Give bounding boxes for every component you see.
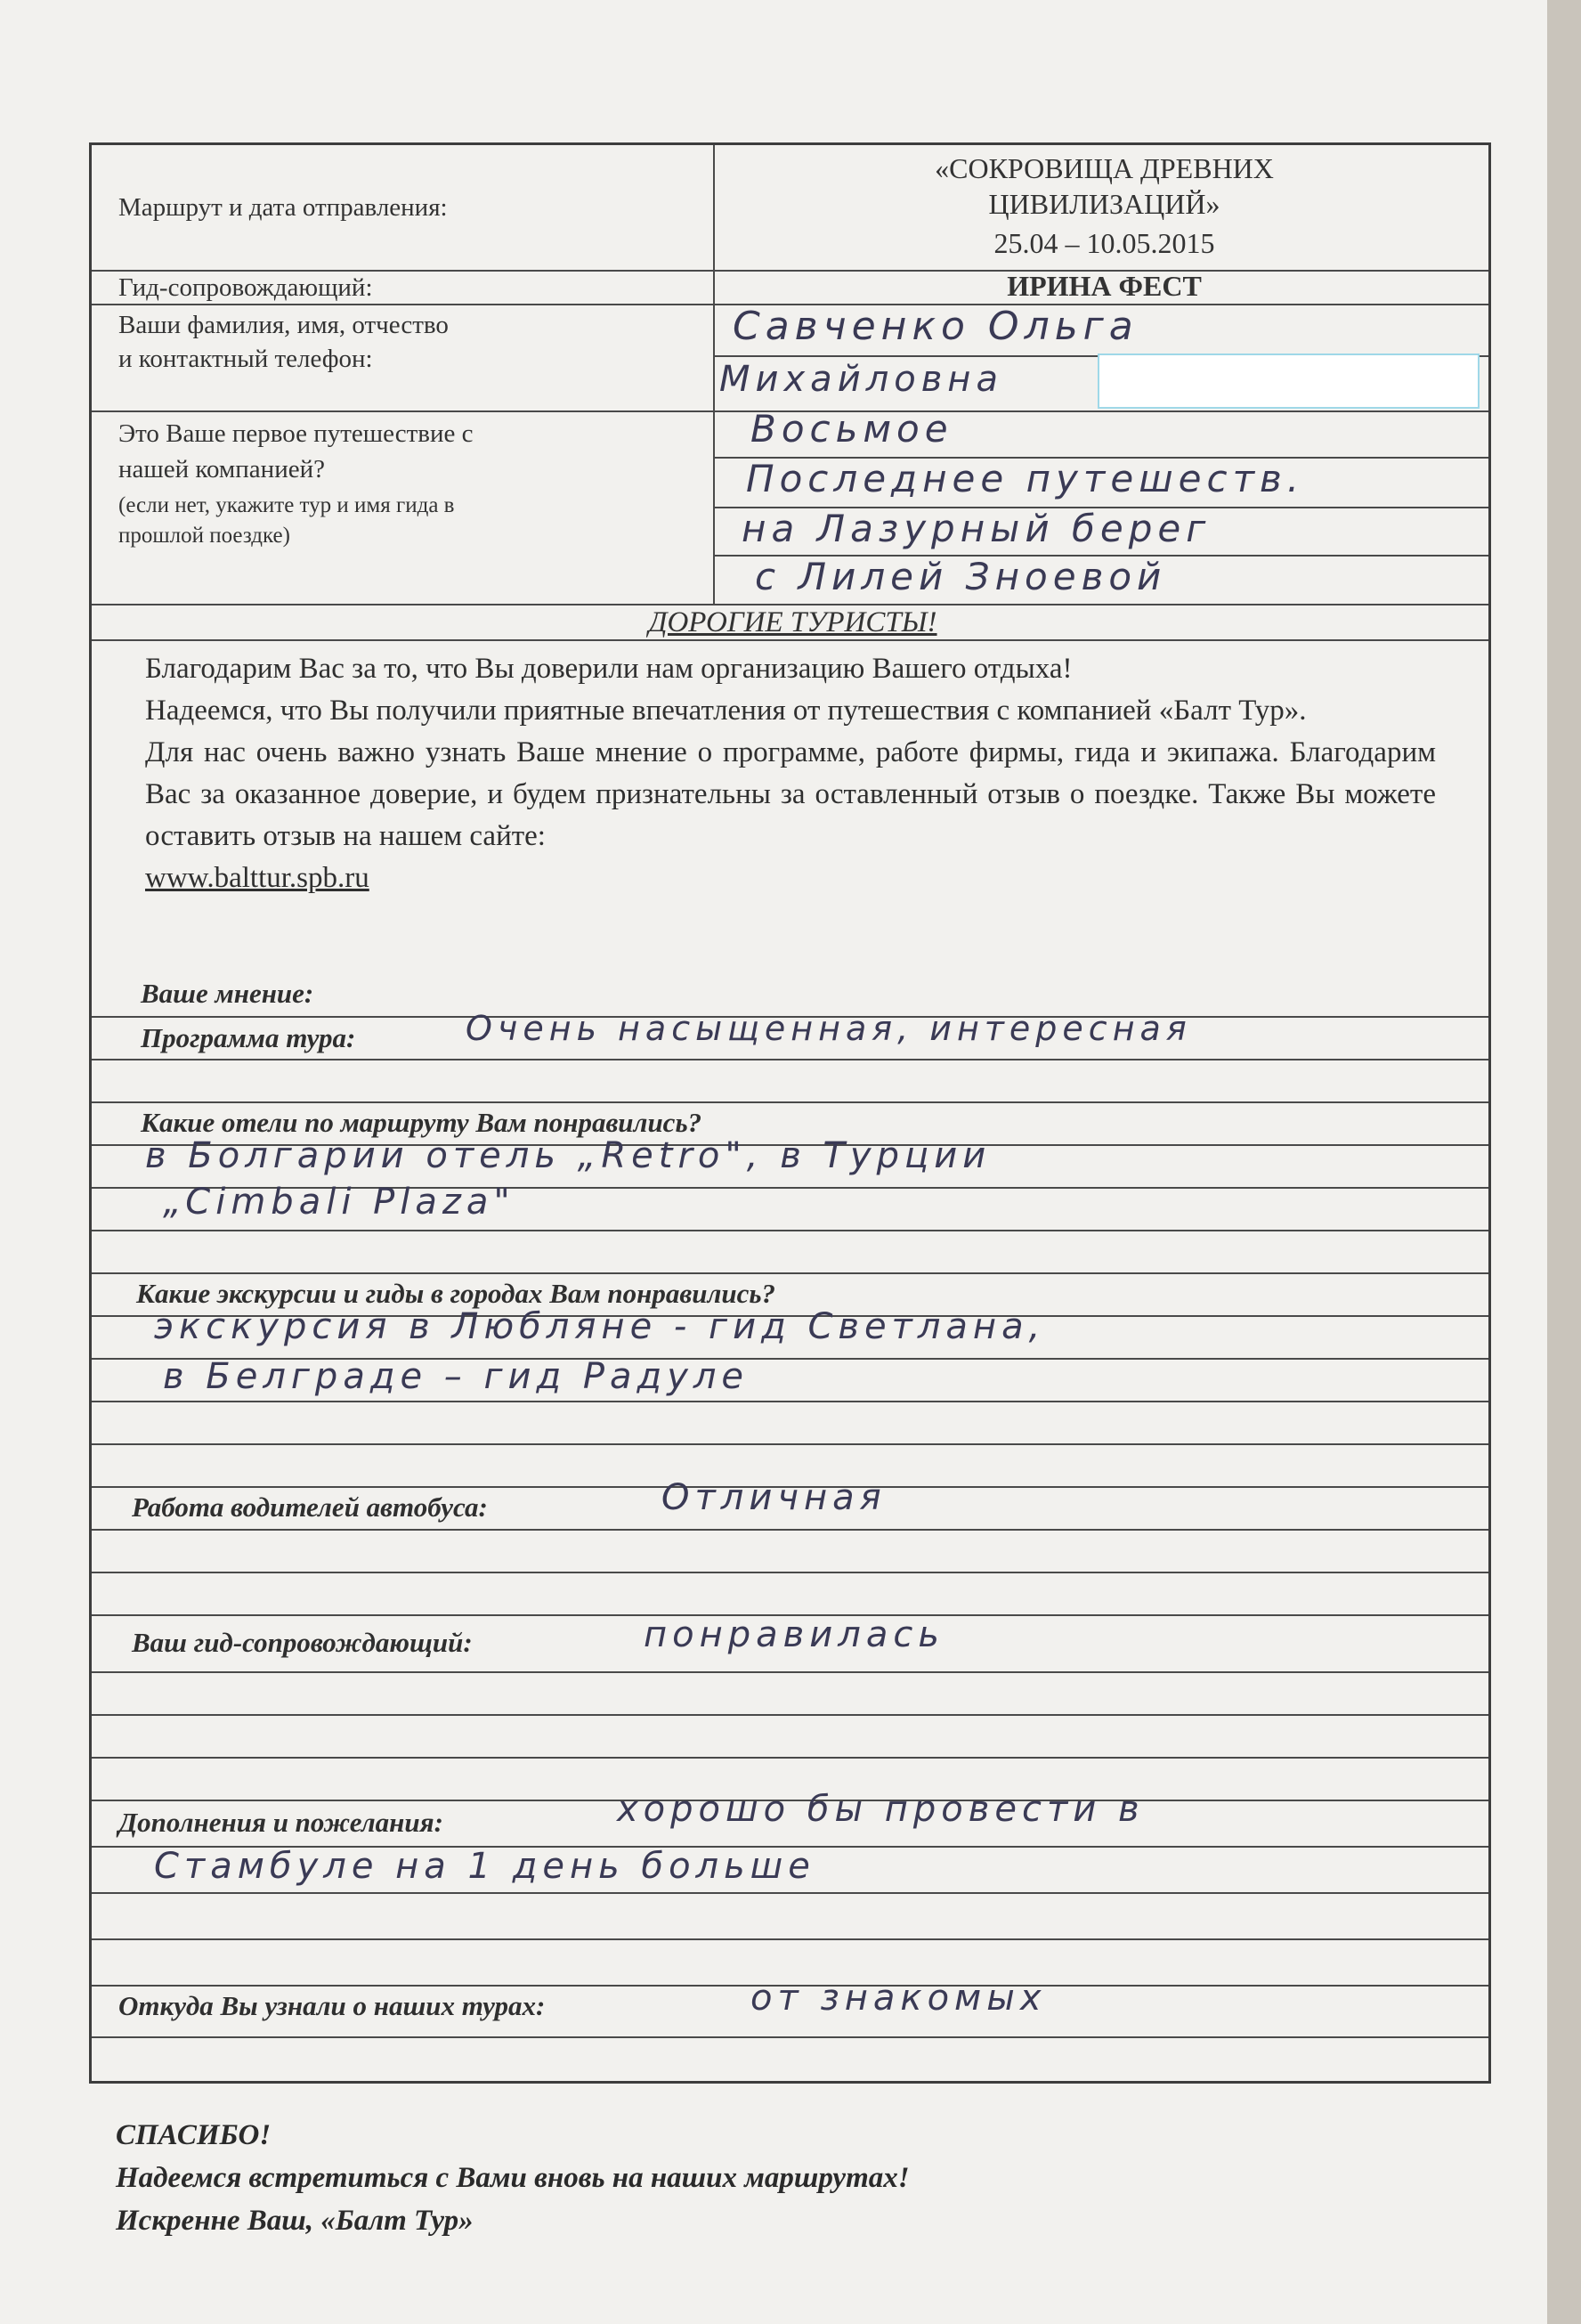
row-divider	[92, 1572, 1488, 1573]
row-divider	[92, 1059, 1488, 1060]
tour-dates: 25.04 – 10.05.2015	[993, 227, 1215, 259]
excursions-answer-line2: в Белграде – гид Радуле	[163, 1356, 750, 1397]
row-divider	[92, 1757, 1488, 1759]
row-divider	[92, 1892, 1488, 1894]
guide-opinion-answer: понравилась	[644, 1614, 945, 1655]
source-answer: от знакомых	[750, 1978, 1047, 2019]
name-value-line1: Савченко Ольга	[733, 304, 1139, 349]
intro-line1: Благодарим Вас за то, что Вы доверили нам организацию Вашего отдыха!	[145, 653, 1073, 685]
first-trip-answer-line4: с Лилей Зноевой	[755, 555, 1167, 598]
tour-title-line2: ЦИВИЛИЗАЦИЙ»	[988, 188, 1220, 220]
row-divider	[92, 1230, 1488, 1231]
name-value-line2: Михайловна	[719, 359, 1003, 400]
intro-line3: Для нас очень важно узнать Ваше мнение о программе, работе фирмы, гида и экипажа. Благодарим Вас за оказанное доверие, и будем признательны за оставленный отзыв о поездке. Также Вы можете оставить отзыв на нашем сайте:	[145, 736, 1436, 852]
website-link[interactable]: www.balttur.spb.ru	[145, 862, 369, 894]
route-label: Маршрут и дата отправления:	[118, 193, 448, 222]
program-answer: Очень насыщенная, интересная	[466, 1009, 1192, 1048]
source-label: Откуда Вы узнали о наших турах:	[118, 1990, 546, 2021]
feedback-form	[89, 142, 1491, 2084]
hotels-answer-line1: в Болгарии отель „Retro", в Турции	[145, 1135, 992, 1176]
tour-title-line1: «СОКРОВИЩА ДРЕВНИХ	[935, 152, 1274, 184]
first-trip-hint-line1: (если нет, укажите тур и имя гида в	[118, 493, 455, 517]
name-label-line2: и контактный телефон:	[118, 345, 373, 373]
background-edge	[1547, 0, 1581, 2324]
closing-line1: Надеемся встретиться с Вами вновь на наших маршрутах!	[116, 2162, 910, 2194]
row-divider	[92, 1101, 1488, 1103]
intro-heading: ДОРОГИЕ ТУРИСТЫ!	[648, 606, 937, 638]
wishes-answer-line2: Стамбуле на 1 день больше	[154, 1846, 815, 1887]
intro-line2: Надеемся, что Вы получили приятные впечатления от путешествия с компанией «Балт Тур».	[145, 695, 1307, 727]
intro-text	[145, 648, 1436, 899]
guide-name: ИРИНА ФЕСТ	[1007, 270, 1202, 302]
excursions-label: Какие экскурсии и гиды в городах Вам понравились?	[136, 1278, 776, 1309]
row-divider	[92, 1671, 1488, 1673]
row-divider	[92, 1529, 1488, 1531]
row-divider	[92, 1401, 1488, 1402]
hotels-label: Какие отели по маршруту Вам понравились?	[141, 1107, 702, 1138]
closing-thanks: СПАСИБО!	[116, 2119, 272, 2151]
redacted-phone	[1098, 353, 1480, 409]
guide-opinion-label: Ваш гид-сопровождающий:	[132, 1627, 473, 1658]
row-divider	[92, 1714, 1488, 1716]
guide-label: Гид-сопровождающий:	[118, 273, 373, 302]
name-label-line1: Ваши фамилия, имя, отчество	[118, 311, 449, 339]
opinion-heading: Ваше мнение:	[141, 978, 314, 1009]
hotels-answer-line2: „Cimbali Plaza"	[163, 1182, 515, 1223]
drivers-answer: Отличная	[661, 1477, 887, 1518]
row-divider	[92, 1443, 1488, 1445]
excursions-answer-line1: экскурсия в Любляне - гид Светлана,	[154, 1306, 1046, 1347]
row-divider	[92, 1272, 1488, 1274]
first-trip-hint-line2: прошлой поездке)	[118, 524, 290, 548]
closing-line2: Искренне Ваш, «Балт Тур»	[116, 2205, 474, 2237]
program-label: Программа тура:	[141, 1022, 356, 1053]
wishes-answer-line1: хорошо бы провести в	[617, 1789, 1145, 1830]
row-divider	[92, 2036, 1488, 2038]
wishes-label: Дополнения и пожелания:	[118, 1807, 443, 1838]
first-trip-label-line2: нашей компанией?	[118, 455, 325, 483]
row-divider	[92, 1938, 1488, 1940]
first-trip-answer-line1: Восьмое	[750, 407, 953, 451]
first-trip-answer-line2: Последнее путешеств.	[746, 457, 1305, 500]
first-trip-answer-line3: на Лазурный берег	[742, 507, 1212, 550]
drivers-label: Работа водителей автобуса:	[132, 1491, 488, 1523]
first-trip-label-line1: Это Ваше первое путешествие с	[118, 419, 474, 448]
